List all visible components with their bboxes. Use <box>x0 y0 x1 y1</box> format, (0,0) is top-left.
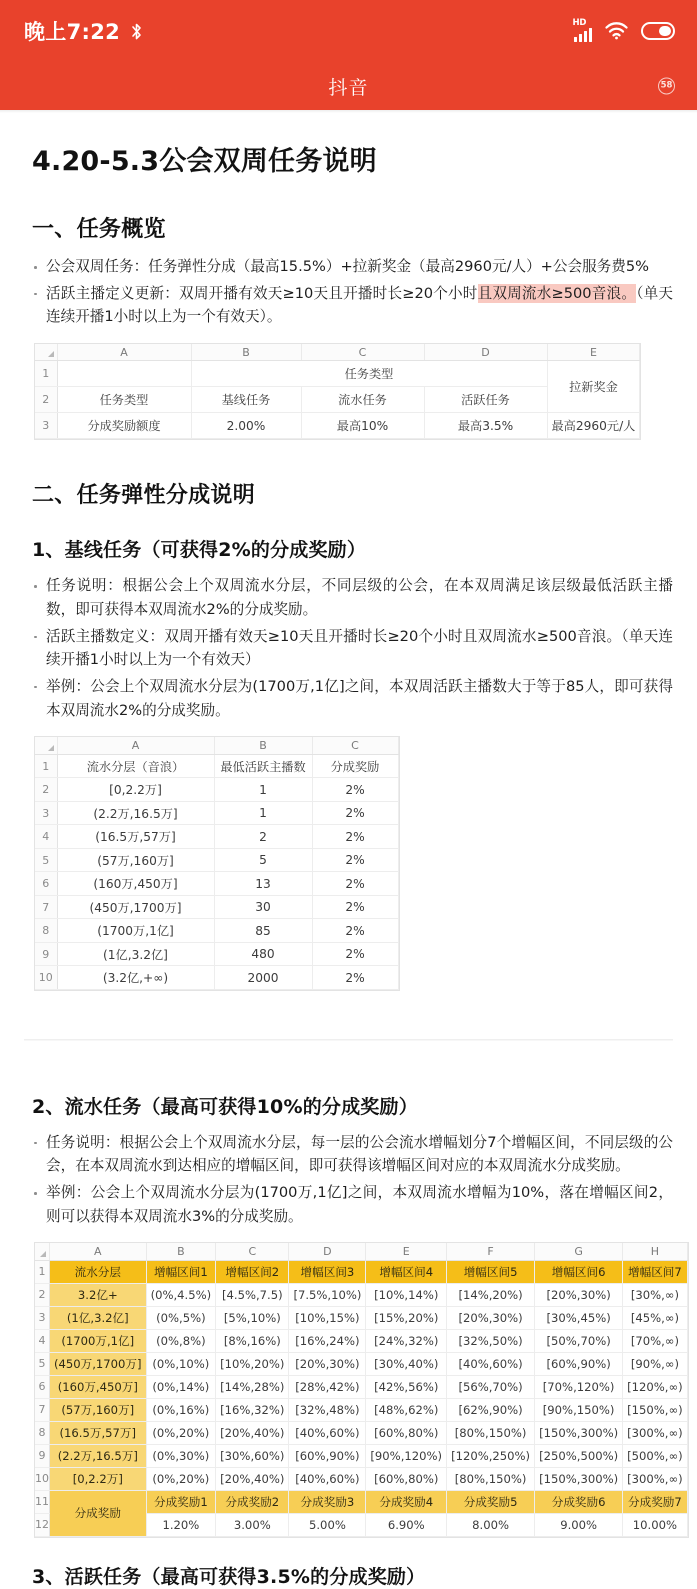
overview-bullet-list <box>24 255 673 329</box>
cell-a4: (16.5万,57万] <box>57 825 214 849</box>
table-header-row <box>35 754 398 778</box>
cell-d5: [20%,30%) <box>289 1352 366 1375</box>
cell-f3: [20%,30%) <box>447 1306 535 1329</box>
cell-b2: (0%,4.5%) <box>146 1283 216 1306</box>
row-header-3[interactable]: 3 <box>35 413 57 439</box>
table-row <box>35 848 398 872</box>
row-header-2[interactable]: 2 <box>35 387 57 413</box>
col-header-d[interactable]: D <box>289 1243 366 1260</box>
cell-d6: [28%,42%) <box>289 1375 366 1398</box>
cell-b9: (0%,30%) <box>146 1444 216 1467</box>
subsection-heading-baseline: 1、基线任务（可获得2%的分成奖励） <box>32 539 367 562</box>
award-value-h12: 10.00% <box>623 1513 688 1536</box>
cell-g7: [90%,150%) <box>535 1398 623 1421</box>
cell-e3: 最高2960元/人 <box>547 413 640 439</box>
award-header-b11: 分成奖励1 <box>146 1490 216 1513</box>
cell-a9: (1亿,3.2亿] <box>57 942 214 966</box>
cell-c3: 2% <box>312 801 398 825</box>
row-header-1[interactable]: 1 <box>35 754 57 778</box>
header-g1: 增幅区间6 <box>535 1260 623 1283</box>
cell-a2: 3.2亿+ <box>50 1283 147 1306</box>
cell-e6: [42%,56%) <box>366 1375 447 1398</box>
header-c1: 增幅区间2 <box>216 1260 289 1283</box>
cell-a6: (160万,450万] <box>50 1375 147 1398</box>
table-row <box>35 1352 687 1375</box>
row-header-1[interactable]: 1 <box>35 1260 50 1283</box>
table-row <box>35 1329 687 1352</box>
app-bar-shadow <box>0 110 697 113</box>
row-header-7[interactable]: 7 <box>35 895 57 919</box>
overview-table <box>34 343 641 441</box>
award-header-f11: 分成奖励5 <box>447 1490 535 1513</box>
col-header-b[interactable]: B <box>191 344 301 361</box>
cell-e4: [24%,32%) <box>366 1329 447 1352</box>
sheet-corner-icon[interactable] <box>35 344 57 361</box>
bluetooth-icon <box>130 22 143 41</box>
cell-b5: (0%,10%) <box>146 1352 216 1375</box>
list-item: 活跃主播数定义：双周开播有效天≥10天且开播时长≥20个小时且双周流水≥500音浪。（单天连续开播1小时以上为一个有效天） <box>24 625 673 672</box>
table-row <box>35 801 398 825</box>
header-min-active: 最低活跃主播数 <box>214 754 312 778</box>
list-item: 举例：公会上个双周流水分层为(1700万,1亿]之间，本双周流水增幅为10%，落在增幅区间2，则可以获得本双周流水3%的分成奖励。 <box>24 1181 673 1228</box>
highlighted-text: 且双周流水≥500音浪。 <box>477 284 637 302</box>
row-header-11[interactable]: 11 <box>35 1490 50 1513</box>
award-value-f12: 8.00% <box>447 1513 535 1536</box>
table-row <box>35 1306 687 1329</box>
cell-b10: 2000 <box>214 966 312 990</box>
cell-a8: (1700万,1亿] <box>57 919 214 943</box>
cell-a5: (57万,160万] <box>57 848 214 872</box>
table-header-row <box>35 1260 687 1283</box>
app-bar <box>0 62 697 110</box>
list-item <box>24 282 673 329</box>
cell-d8: [40%,60%) <box>289 1421 366 1444</box>
cell-g5: [60%,90%) <box>535 1352 623 1375</box>
cell-h4: [70%,∞) <box>623 1329 688 1352</box>
cell-h9: [500%,∞) <box>623 1444 688 1467</box>
wifi-icon <box>605 22 628 40</box>
row-header-5[interactable]: 5 <box>35 1352 50 1375</box>
row-header-6[interactable]: 6 <box>35 1375 50 1398</box>
cell-b7: (0%,16%) <box>146 1398 216 1421</box>
cell-c2: 流水任务 <box>301 387 424 413</box>
cell-b2: 1 <box>214 778 312 802</box>
status-bar-right <box>574 20 676 42</box>
row-header-3[interactable]: 3 <box>35 1306 50 1329</box>
col-header-e[interactable]: E <box>547 344 640 361</box>
cell-h8: [300%,∞) <box>623 1421 688 1444</box>
cell-b3: (0%,5%) <box>146 1306 216 1329</box>
row-header-8[interactable]: 8 <box>35 919 57 943</box>
cell-a3: 分成奖励额度 <box>57 413 191 439</box>
status-bar-left <box>24 16 143 46</box>
cell-b7: 30 <box>214 895 312 919</box>
cell-e5: [30%,40%) <box>366 1352 447 1375</box>
cell-h3: [45%,∞) <box>623 1306 688 1329</box>
award-header-h11: 分成奖励7 <box>623 1490 688 1513</box>
cell-h2: [30%,∞) <box>623 1283 688 1306</box>
bullet-text-post: （单天连续开播1小时以上为一个有效天）。 <box>46 284 673 326</box>
cell-b8: 85 <box>214 919 312 943</box>
table-row <box>35 1398 687 1421</box>
header-b1: 增幅区间1 <box>146 1260 216 1283</box>
signal-bars-icon <box>574 20 593 42</box>
cell-a2: 任务类型 <box>57 387 191 413</box>
cell-c8: [20%,40%) <box>216 1421 289 1444</box>
award-header-c11: 分成奖励2 <box>216 1490 289 1513</box>
cell-a1 <box>57 361 191 387</box>
status-bar-clock: 晚上7:22 <box>24 20 121 44</box>
table-row <box>35 872 398 896</box>
cell-e9: [90%,120%) <box>366 1444 447 1467</box>
row-header-7[interactable]: 7 <box>35 1398 50 1421</box>
col-header-h[interactable]: H <box>623 1243 688 1260</box>
cell-g4: [50%,70%) <box>535 1329 623 1352</box>
award-header-d11: 分成奖励3 <box>289 1490 366 1513</box>
col-header-a[interactable]: A <box>57 344 191 361</box>
cell-d3: [10%,15%) <box>289 1306 366 1329</box>
cell-f6: [56%,70%) <box>447 1375 535 1398</box>
cell-c7: [16%,32%) <box>216 1398 289 1421</box>
cell-f5: [40%,60%) <box>447 1352 535 1375</box>
award-value-c12: 3.00% <box>216 1513 289 1536</box>
cell-a3: (2.2万,16.5万] <box>57 801 214 825</box>
award-header-g11: 分成奖励6 <box>535 1490 623 1513</box>
cell-h7: [150%,∞) <box>623 1398 688 1421</box>
battery-icon <box>641 22 675 40</box>
cell-e1-merged: 拉新奖金 <box>547 361 640 413</box>
col-header-c[interactable]: C <box>312 737 398 754</box>
cell-a7: (450万,1700万] <box>57 895 214 919</box>
table-row <box>35 919 398 943</box>
col-header-c[interactable]: C <box>301 344 424 361</box>
cell-c4: 2% <box>312 825 398 849</box>
cell-c6: 2% <box>312 872 398 896</box>
cell-c4: [8%,16%) <box>216 1329 289 1352</box>
cell-c2: [4.5%,7.5) <box>216 1283 289 1306</box>
subsection-heading-active: 3、活跃任务（最高可获得3.5%的分成奖励） <box>32 1565 426 1588</box>
table-column-header-row <box>35 1243 687 1260</box>
cell-e2: [10%,14%) <box>366 1283 447 1306</box>
section-heading-overview: 一、任务概览 <box>32 217 166 242</box>
col-header-c[interactable]: C <box>216 1243 289 1260</box>
list-item: 任务说明：根据公会上个双周流水分层，不同层级的公会，在本双周满足该层级最低活跃主播数，即可获得本双周流水2%的分成奖励。 <box>24 574 673 621</box>
baseline-table-body <box>35 778 398 990</box>
table-row <box>35 778 398 802</box>
flow-bullet-list <box>24 1131 673 1229</box>
col-header-a[interactable]: A <box>50 1243 147 1260</box>
table-row <box>35 1490 687 1513</box>
hd-label: HD <box>572 18 587 28</box>
col-header-b[interactable]: B <box>146 1243 216 1260</box>
row-header-5[interactable]: 5 <box>35 848 57 872</box>
header-e1: 增幅区间4 <box>366 1260 447 1283</box>
row-header-3[interactable]: 3 <box>35 801 57 825</box>
cell-b8: (0%,20%) <box>146 1421 216 1444</box>
cell-f2: [14%,20%) <box>447 1283 535 1306</box>
award-value-b12: 1.20% <box>146 1513 216 1536</box>
next-subsection-clipped <box>24 1562 673 1588</box>
status-bar <box>0 0 697 62</box>
row-header-8[interactable]: 8 <box>35 1421 50 1444</box>
cell-c5: [10%,20%) <box>216 1352 289 1375</box>
table-row <box>35 1421 687 1444</box>
row-header-2[interactable]: 2 <box>35 778 57 802</box>
col-header-g[interactable]: G <box>535 1243 623 1260</box>
cell-a6: (160万,450万] <box>57 872 214 896</box>
cell-b4: 2 <box>214 825 312 849</box>
award-value-e12: 6.90% <box>366 1513 447 1536</box>
cell-b10: (0%,20%) <box>146 1467 216 1490</box>
award-value-g12: 9.00% <box>535 1513 623 1536</box>
cell-a8: (16.5万,57万] <box>50 1421 147 1444</box>
cell-f7: [62%,90%) <box>447 1398 535 1421</box>
cell-a3: (1亿,3.2亿] <box>50 1306 147 1329</box>
header-a1: 流水分层 <box>50 1260 147 1283</box>
cell-b3: 2.00% <box>191 413 301 439</box>
subsection-heading-flow: 2、流水任务（最高可获得10%的分成奖励） <box>32 1095 418 1118</box>
header-reward: 分成奖励 <box>312 754 398 778</box>
table-row <box>35 942 398 966</box>
cell-b6: (0%,14%) <box>146 1375 216 1398</box>
cell-c3: 最高10% <box>301 413 424 439</box>
cell-c5: 2% <box>312 848 398 872</box>
col-header-d[interactable]: D <box>424 344 547 361</box>
row-header-4[interactable]: 4 <box>35 1329 50 1352</box>
cell-b1-merged: 任务类型 <box>191 361 547 387</box>
sheet-corner-icon[interactable] <box>35 1243 50 1260</box>
table-row <box>35 966 398 990</box>
section-heading-elastic-split: 二、任务弹性分成说明 <box>32 483 256 509</box>
cell-d3: 最高3.5% <box>424 413 547 439</box>
header-f1: 增幅区间5 <box>447 1260 535 1283</box>
cell-f4: [32%,50%) <box>447 1329 535 1352</box>
cell-c8: 2% <box>312 919 398 943</box>
cell-f8: [80%,150%) <box>447 1421 535 1444</box>
cell-b5: 5 <box>214 848 312 872</box>
notification-badge-icon[interactable]: 58 <box>658 78 675 95</box>
row-header-9[interactable]: 9 <box>35 1444 50 1467</box>
cell-g9: [250%,500%) <box>535 1444 623 1467</box>
table-row <box>35 825 398 849</box>
cell-g2: [20%,30%) <box>535 1283 623 1306</box>
cell-b3: 1 <box>214 801 312 825</box>
award-header-e11: 分成奖励4 <box>366 1490 447 1513</box>
cell-d2: [7.5%,10%) <box>289 1283 366 1306</box>
table-row <box>35 1467 687 1490</box>
cell-e8: [60%,80%) <box>366 1421 447 1444</box>
cell-g3: [30%,45%) <box>535 1306 623 1329</box>
award-value-d12: 5.00% <box>289 1513 366 1536</box>
row-header-10[interactable]: 10 <box>35 966 57 990</box>
cell-h10: [300%,∞) <box>623 1467 688 1490</box>
cell-d9: [60%,90%) <box>289 1444 366 1467</box>
cell-c3: [5%,10%) <box>216 1306 289 1329</box>
baseline-bullet-list <box>24 574 673 722</box>
cell-h5: [90%,∞) <box>623 1352 688 1375</box>
row-header-10[interactable]: 10 <box>35 1467 50 1490</box>
cell-e10: [60%,80%) <box>366 1467 447 1490</box>
row-header-12[interactable]: 12 <box>35 1513 50 1536</box>
table-row <box>35 895 398 919</box>
table-row <box>35 1283 687 1306</box>
cell-c10: 2% <box>312 966 398 990</box>
row-header-9[interactable]: 9 <box>35 942 57 966</box>
cell-g8: [150%,300%) <box>535 1421 623 1444</box>
table-row <box>35 413 640 439</box>
cell-b6: 13 <box>214 872 312 896</box>
cell-f10: [80%,150%) <box>447 1467 535 1490</box>
cell-b9: 480 <box>214 942 312 966</box>
header-d1: 增幅区间3 <box>289 1260 366 1283</box>
list-item: 公会双周任务：任务弹性分成（最高15.5%）+拉新奖金（最高2960元/人）+公会服务费5% <box>24 255 673 279</box>
list-item: 任务说明：根据公会上个双周流水分层，每一层的公会流水增幅划分7个增幅区间，不同层级的公会，在本双周流水到达相应的增幅区间，即可获得该增幅区间对应的本双周流水分成奖励。 <box>24 1131 673 1178</box>
cell-d4: [16%,24%) <box>289 1329 366 1352</box>
flow-table-body <box>35 1260 687 1536</box>
flow-growth-table <box>34 1242 689 1538</box>
cell-a2: [0,2.2万] <box>57 778 214 802</box>
cell-a5: (450万,1700万] <box>50 1352 147 1375</box>
cell-a4: (1700万,1亿] <box>50 1329 147 1352</box>
cell-e7: [48%,62%) <box>366 1398 447 1421</box>
row-header-2[interactable]: 2 <box>35 1283 50 1306</box>
app-bar-title: 抖音 <box>328 76 369 99</box>
table-column-header-row <box>35 737 398 754</box>
sheet-corner-icon[interactable] <box>35 737 57 754</box>
cell-c10: [20%,40%) <box>216 1467 289 1490</box>
cell-a7: (57万,160万] <box>50 1398 147 1421</box>
cell-a9: (2.2万,16.5万] <box>50 1444 147 1467</box>
table-row <box>35 361 640 387</box>
row-header-4[interactable]: 4 <box>35 825 57 849</box>
cell-b2: 基线任务 <box>191 387 301 413</box>
row-header-1[interactable]: 1 <box>35 361 57 387</box>
document-content <box>0 139 697 1588</box>
col-header-b[interactable]: B <box>214 737 312 754</box>
cell-a11-merged: 分成奖励 <box>50 1490 147 1536</box>
cell-b4: (0%,8%) <box>146 1329 216 1352</box>
table-row <box>35 1444 687 1467</box>
cell-a10: [0,2.2万] <box>50 1467 147 1490</box>
col-header-e[interactable]: E <box>366 1243 447 1260</box>
cell-a10: (3.2亿,+∞) <box>57 966 214 990</box>
col-header-a[interactable]: A <box>57 737 214 754</box>
cell-c7: 2% <box>312 895 398 919</box>
cell-c9: [30%,60%) <box>216 1444 289 1467</box>
header-h1: 增幅区间7 <box>623 1260 688 1283</box>
cell-c9: 2% <box>312 942 398 966</box>
cell-g6: [70%,120%) <box>535 1375 623 1398</box>
cell-d7: [32%,48%) <box>289 1398 366 1421</box>
cell-h6: [120%,∞) <box>623 1375 688 1398</box>
bullet-text-pre: 活跃主播定义更新：双周开播有效天≥10天且开播时长≥20个小时 <box>46 284 478 302</box>
cell-d10: [40%,60%) <box>289 1467 366 1490</box>
cell-f9: [120%,250%) <box>447 1444 535 1467</box>
header-tier: 流水分层（音浪） <box>57 754 214 778</box>
cell-d2: 活跃任务 <box>424 387 547 413</box>
row-header-6[interactable]: 6 <box>35 872 57 896</box>
cell-g10: [150%,300%) <box>535 1467 623 1490</box>
table-column-header-row <box>35 344 640 361</box>
baseline-tier-table <box>34 736 400 991</box>
cell-c2: 2% <box>312 778 398 802</box>
cell-c6: [14%,28%) <box>216 1375 289 1398</box>
list-item: 举例：公会上个双周流水分层为(1700万,1亿]之间，本双周活跃主播数大于等于85人，即可获得本双周流水2%的分成奖励。 <box>24 675 673 722</box>
page-title: 4.20-5.3公会双周任务说明 <box>32 146 377 177</box>
cell-e3: [15%,20%) <box>366 1306 447 1329</box>
table-row <box>35 1375 687 1398</box>
col-header-f[interactable]: F <box>447 1243 535 1260</box>
